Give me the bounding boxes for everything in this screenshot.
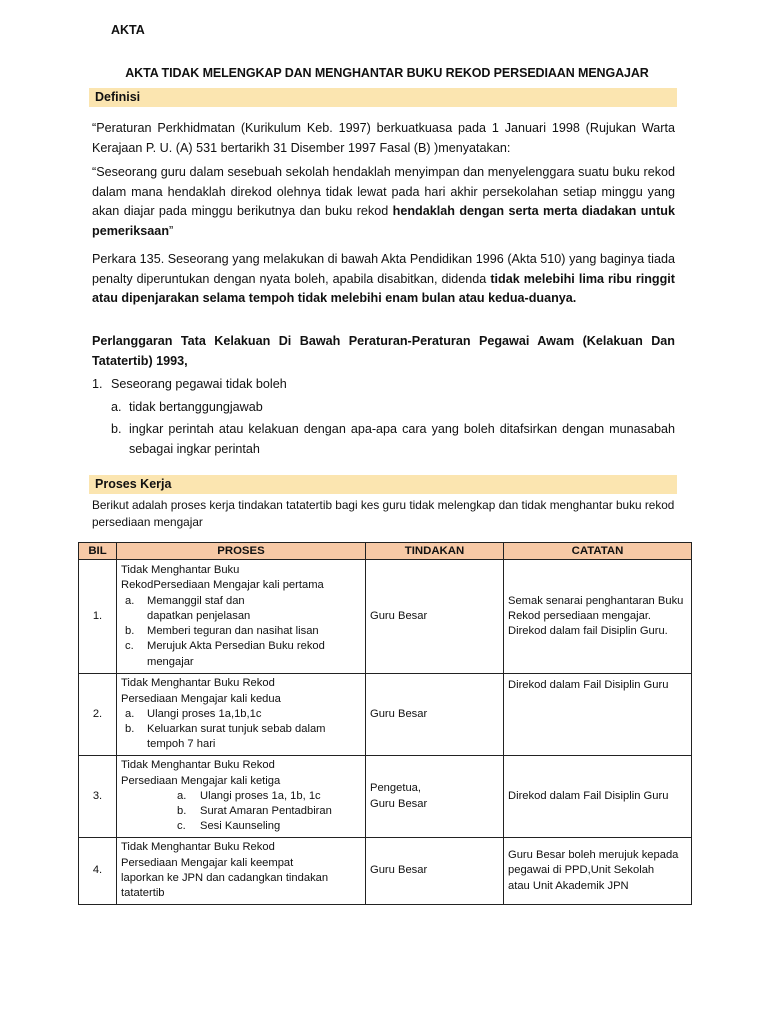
table-row <box>79 674 692 756</box>
cell-proses: Tidak Menghantar Buku Rekod Persediaan Mengajar kali ketiga a. Ulangi proses 1a, 1b, 1c b. Surat Amaran Pentadbiran c. Sesi Kaunseling <box>117 756 366 838</box>
cell-catatan: Direkod dalam Fail Disiplin Guru <box>504 674 692 756</box>
cell-bil: 3. <box>79 756 117 838</box>
table-row <box>79 838 692 905</box>
cell-proses: Tidak Menghantar Buku Rekod Persediaan Mengajar kali kedua a. Ulangi proses 1a,1b,1c b. Keluarkan surat tunjuk sebab dalam tempoh 7 hari <box>117 674 366 756</box>
proses-kerja-heading: Proses Kerja <box>89 475 677 494</box>
list-item-a: a. tidak bertanggungjawab <box>111 400 263 414</box>
col-header-bil: BIL <box>79 543 117 560</box>
col-header-proses: PROSES <box>117 543 366 560</box>
cell-catatan: Direkod dalam Fail Disiplin Guru <box>504 756 692 838</box>
table-row <box>79 756 692 838</box>
cell-tindakan: Guru Besar <box>366 674 504 756</box>
col-header-catatan: CATATAN <box>504 543 692 560</box>
cell-proses: Tidak Menghantar Buku Rekod Persediaan Mengajar kali keempat laporkan ke JPN dan cadangkan tindakan tatatertib <box>117 838 366 905</box>
cell-tindakan: Guru Besar <box>366 560 504 674</box>
table-row <box>79 560 692 674</box>
cell-catatan: Semak senarai penghantaran Buku Rekod persediaan mengajar. Direkod dalam fail Disiplin Guru. <box>504 560 692 674</box>
definisi-paragraph-1: “Peraturan Perkhidmatan (Kurikulum Keb. 1997) berkuatkuasa pada 1 Januari 1998 (Rujukan Warta Kerajaan P. U. (A) 531 bertarikh 31 Disember 1997 Fasal (B) )menyatakan: <box>92 121 675 155</box>
cell-tindakan: Pengetua, Guru Besar <box>366 756 504 838</box>
definisi-paragraph-4: Perlanggaran Tata Kelakuan Di Bawah Peraturan-Peraturan Pegawai Awam (Kelakuan Dan Tatatertib) 1993, <box>92 334 675 368</box>
section-label: AKTA <box>111 23 145 37</box>
cell-bil: 2. <box>79 674 117 756</box>
proses-intro: Berikut adalah proses kerja tindakan tatatertib bagi kes guru tidak melengkap dan tidak menghantar buku rekod persediaan mengajar <box>92 498 675 529</box>
cell-bil: 1. <box>79 560 117 674</box>
cell-proses: Tidak Menghantar Buku RekodPersediaan Mengajar kali pertama a. Memanggil staf dan dapatkan penjelasan b. Memberi teguran dan nasihat lisan c. Merujuk Akta Persedian Buku rekod mengajar <box>117 560 366 674</box>
definisi-paragraph-2: “Seseorang guru dalam sesebuah sekolah hendaklah menyimpan dan menyelenggara suatu buku rekod dalam mana hendaklah direkod olehnya tidak lewat pada hari akhir persekolahan setiap minggu yang akan diajar pada minggu berikutnya dan buku rekod hendaklah dengan serta merta diadakan untuk pemeriksaan” <box>92 165 675 238</box>
document-title: AKTA TIDAK MELENGKAP DAN MENGHANTAR BUKU REKOD PERSEDIAAN MENGAJAR <box>125 66 649 80</box>
col-header-tindakan: TINDAKAN <box>366 543 504 560</box>
definisi-heading: Definisi <box>89 88 677 107</box>
definisi-paragraph-3: Perkara 135. Seseorang yang melakukan di bawah Akta Pendidikan 1996 (Akta 510) yang baginya tiada penalty diperuntukan dengan nyata boleh, apabila disabitkan, didenda tidak melebihi lima ribu ringgit atau dipenjarakan selama tempoh tidak melebihi enam bulan atau kedua-duanya. <box>92 252 675 305</box>
cell-bil: 4. <box>79 838 117 905</box>
table-header-row <box>79 543 692 560</box>
list-item-1: 1. Seseorang pegawai tidak boleh <box>92 377 287 391</box>
cell-catatan: Guru Besar boleh merujuk kepada pegawai di PPD,Unit Sekolah atau Unit Akademik JPN <box>504 838 692 905</box>
proses-kerja-table <box>78 542 692 905</box>
cell-tindakan: Guru Besar <box>366 838 504 905</box>
list-item-b: b. ingkar perintah atau kelakuan dengan apa-apa cara yang boleh ditafsirkan dengan munasabah sebagai ingkar perintah <box>111 422 675 456</box>
